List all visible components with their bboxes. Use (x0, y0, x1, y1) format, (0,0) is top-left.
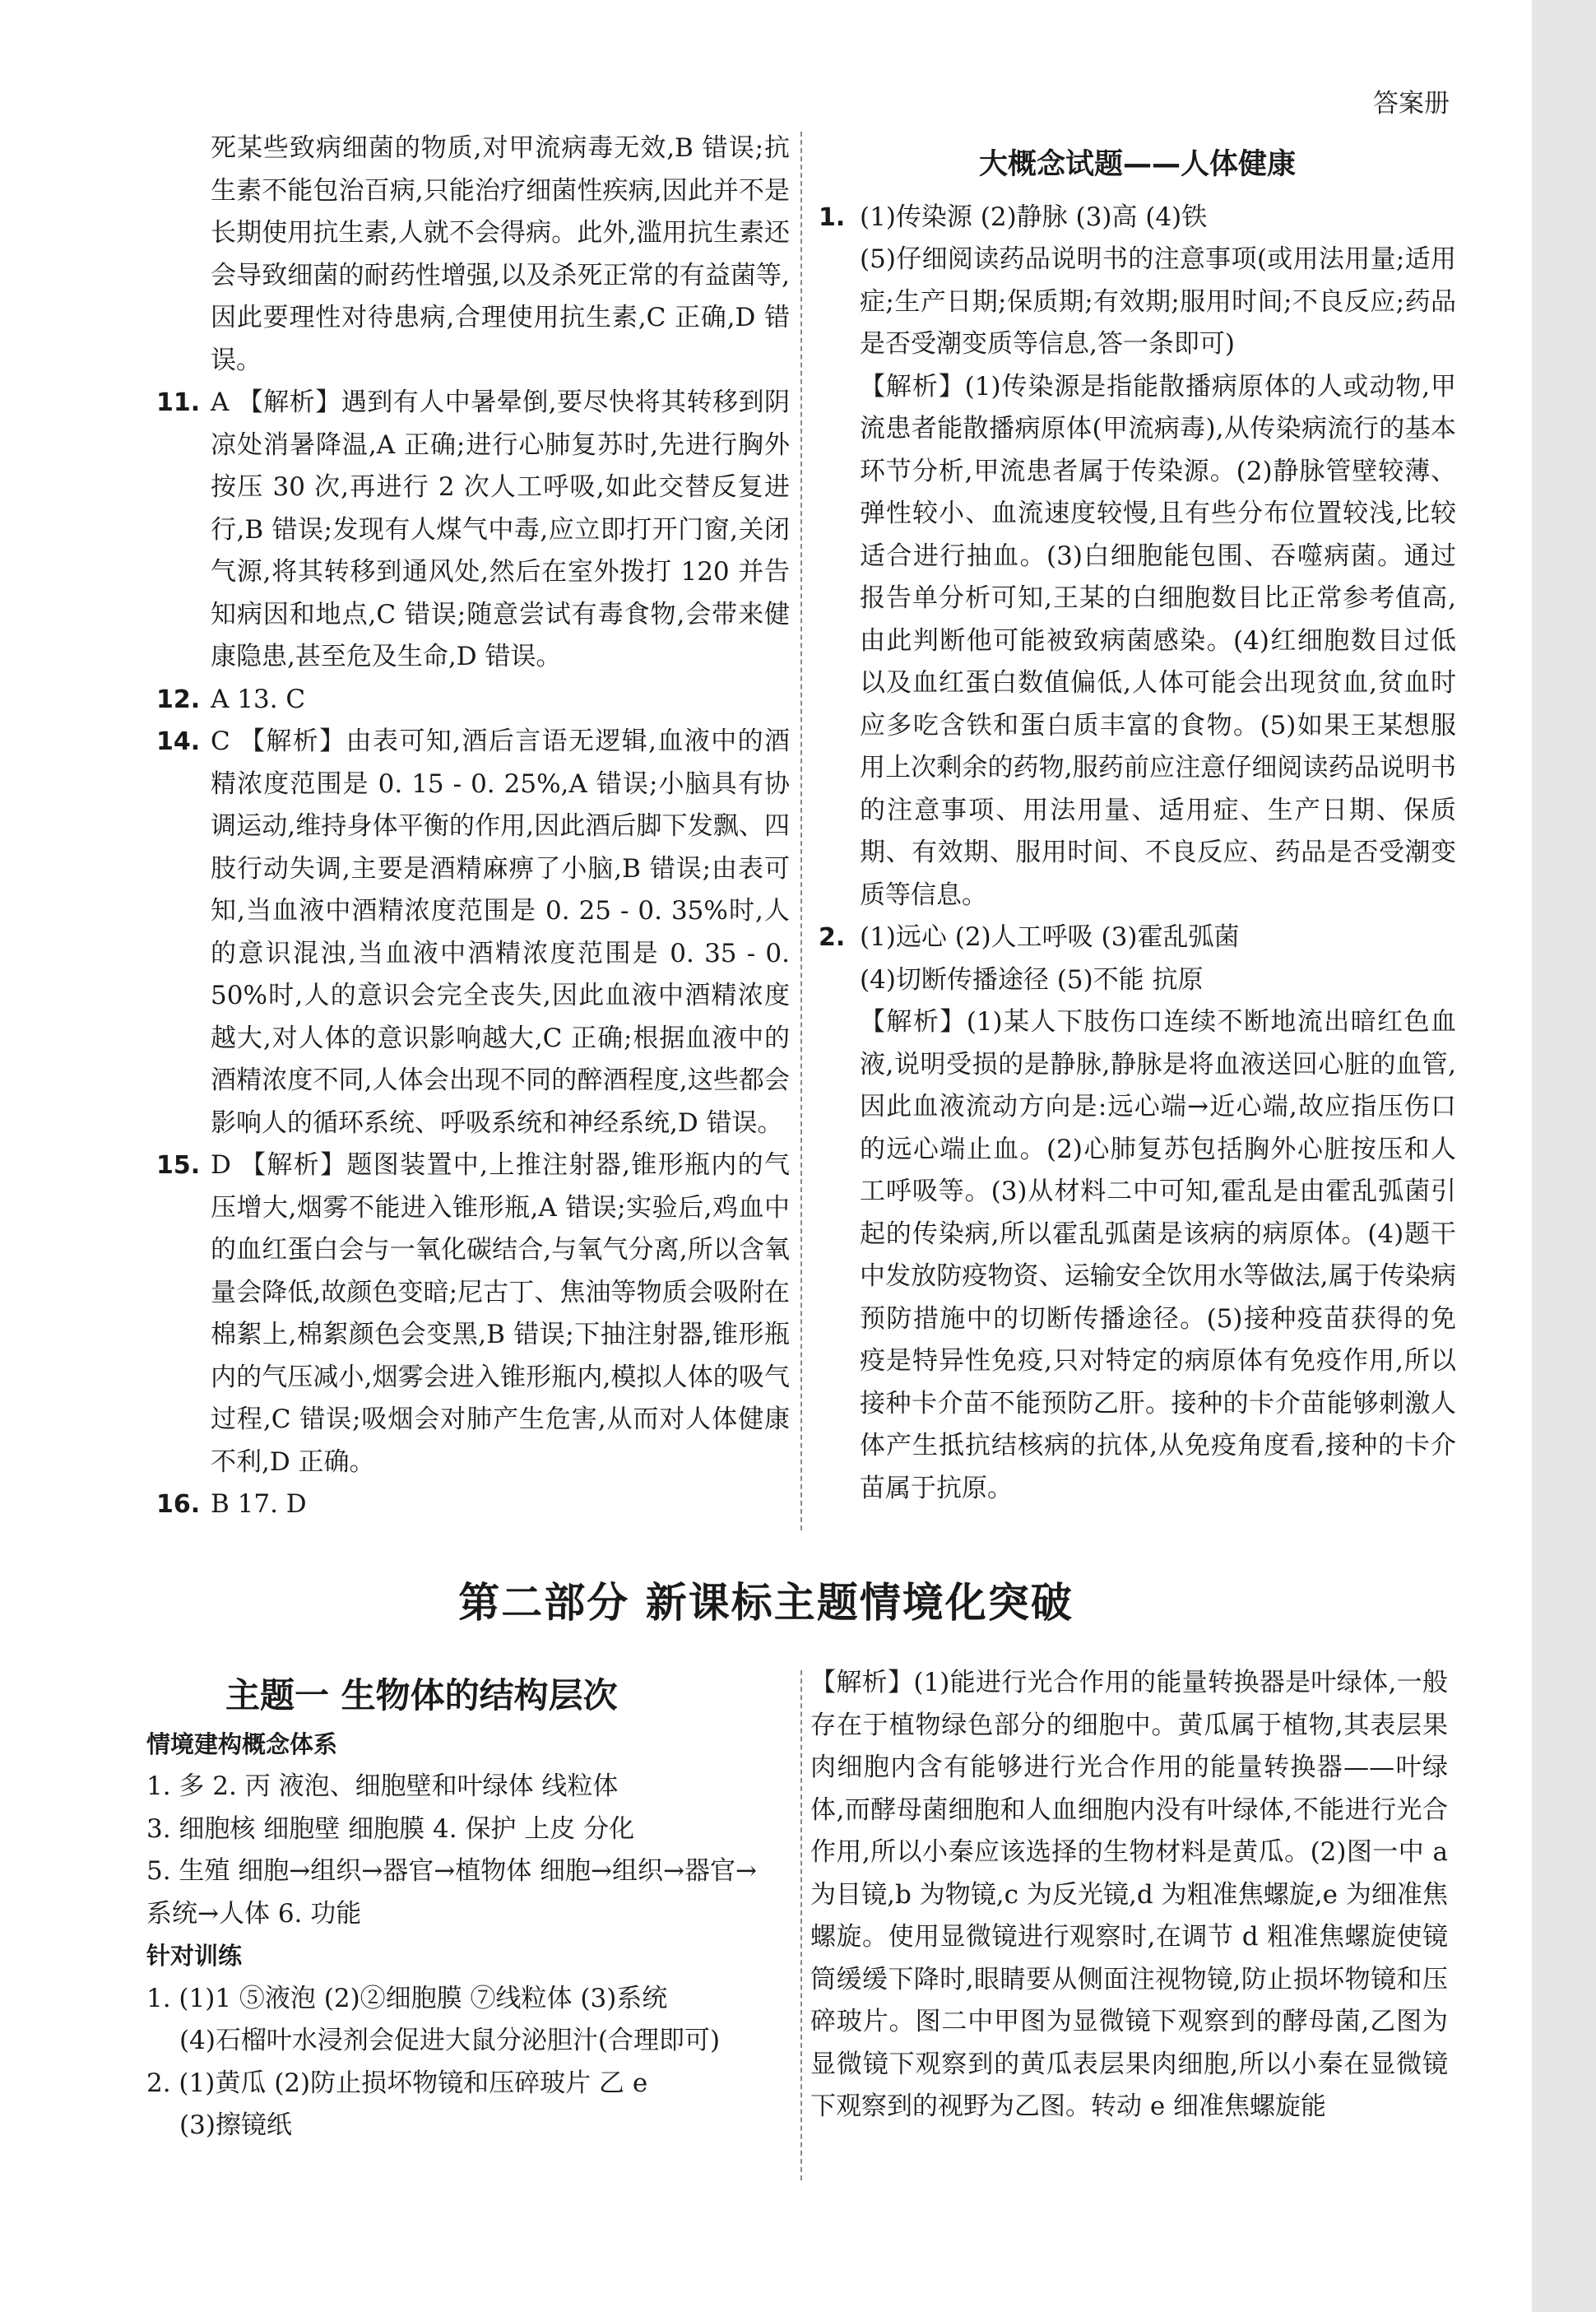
answer-item: 14. C 【解析】由表可知,酒后言语无逻辑,血液中的酒精浓度范围是 0. 15 - 0. 25%,A 错误;小脑具有协调运动,维持身体平衡的作用,因此酒后脚下发飘、四肢行动失调,主要是酒精麻痹了小脑,B 错误;由表可知,当血液中酒精浓度范围是 0. 25 - 0. 35%时,人的意识混浊,当血液中酒精浓度范围是 0. 35 - 0. 50%时,人的意识会完全丧失,因此血液中酒精浓度越大,对人体的意识影响越大,C 正确;根据血液中的酒精浓度不同,人体会出现不同的醉酒程度,这些都会影响人的循环系统、呼吸系统和神经系统,D 错误。 (156, 727, 790, 1138)
header-label: 答案册 (1373, 89, 1450, 118)
subheading: 针对训练 (146, 1942, 243, 1970)
answer-item: 16. B 17. D (156, 1489, 307, 1519)
answer-item: 15. D 【解析】题图装置中,上推注射器,锥形瓶内的气压增大,烟雾不能进入锥形瓶,A 错误;实验后,鸡血中的血红蛋白会与一氧化碳结合,与氧气分离,所以含氧量会降低,故颜色变暗;尼古丁、焦油等物质会吸附在棉絮上,棉絮颜色会变黑,B 错误;下抽注射器,锥形瓶内的气压减小,烟雾会进入锥形瓶内,模拟人体的吸气过程,C 错误;吸烟会对肺产生危害,从而对人体健康不利,D 正确。 (156, 1150, 790, 1477)
analysis-text: 【解析】(1)能进行光合作用的能量转换器是叶绿体,一般存在于植物绿色部分的细胞中。黄瓜属于植物,其表层果肉细胞内含有能够进行光合作用的能量转换器——叶绿体,而酵母菌细胞和人血细胞内没有叶绿体,不能进行光合作用,所以小秦应该选择的生物材料是黄瓜。(2)图一中 a 为目镜,b 为物镜,c 为反光镜,d 为粗准焦螺旋,e 为细准焦螺旋。使用显微镜进行观察时,在调节 d 粗准焦螺旋使镜筒缓缓下降时,眼睛要从侧面注视物镜,防止损坏物镜和压碎玻片。图二中甲图为显微镜下观察到的酵母菌,乙图为显微镜下观察到的黄瓜表层果肉细胞,所以小秦在显微镜下观察到的视野为乙图。转动 e 细准焦螺旋能 (810, 1668, 1448, 2121)
answer-item: 11. A 【解析】遇到有人中暑晕倒,要尽快将其转移到阴凉处消暑降温,A 正确;进行心肺复苏时,先进行胸外按压 30 次,再进行 2 次人工呼吸,如此交替反复进行,B 错误;发现有人煤气中毒,应立即打开门窗,关闭气源,将其转移到通风处,然后在室外拨打 120 并告知病因和地点,C 错误;随意尝试有毒食物,会带来健康隐患,甚至危及生命,D 错误。 (156, 388, 790, 671)
answer-item: 12. A 13. C (156, 684, 306, 714)
column-divider (800, 132, 802, 1530)
answer-line: 5. 生殖 细胞→组织→器官→植物体 细胞→组织→器官→系统→人体 6. 功能 (146, 1856, 757, 1929)
right-top-column (819, 144, 1456, 1510)
answer-item: 1. (1)传染源 (2)静脉 (3)高 (4)铁 (5)仔细阅读药品说明书的注意事项(或用法用量;适用症;生产日期;保质期;有效期;服用时间;不良反应;药品是否受潮变质等信息,答一条即可) 【解析】(1)传染源是指能散播病原体的人或动物,甲流患者能散播病原体(甲流病毒),从传染病流行的基本环节分析,甲流患者属于传染源。(2)静脉管壁较薄、弹性较小、血流速度较慢,且有些分布位置较浅,比较适合进行抽血。(3)白细胞能包围、吞噬病菌。通过报告单分析可知,王某的白细胞数目比正常参考值高,由此判断他可能被致病菌感染。(4)红细胞数目过低以及血红蛋白数值偏低,人体可能会出现贫血,贫血时应多吃含铁和蛋白质丰富的食物。(5)如果王某想服用上次剩余的药物,服药前应注意仔细阅读药品说明书的注意事项、用法用量、适用症、生产日期、保质期、有效期、服用时间、不良反应、药品是否受潮变质等信息。 (819, 202, 1456, 910)
answer-item: 2. (1)远心 (2)人工呼吸 (3)霍乱弧菌 (4)切断传播途径 (5)不能 抗原 【解析】(1)某人下肢伤口连续不断地流出暗红色血液,说明受损的是静脉,静脉是将血液送回心脏的血管,因此血液流动方向是:远心端→近心端,故应指压伤口的远心端止血。(2)心肺复苏包括胸外心脏按压和人工呼吸等。(3)从材料二中可知,霍乱是由霍乱弧菌引起的传染病,所以霍乱弧菌是该病的病原体。(4)题干中发放防疫物资、运输安全饮用水等做法,属于传染病预防措施中的切断传播途径。(5)接种疫苗获得的免疫是特异性免疫,只对特定的病原体有免疫作用,所以接种卡介苗不能预防乙肝。接种的卡介苗能够刺激人体产生抵抗结核病的抗体,从免疫角度看,接种的卡介苗属于抗原。 (819, 922, 1456, 1503)
answer-line: (4)石榴叶水浸剂会促进大鼠分泌胆汁(合理即可) (179, 2026, 721, 2055)
subheading: 情境建构概念体系 (146, 1729, 338, 1758)
answer-item: 死某些致病细菌的物质,对甲流病毒无效,B 错误;抗生素不能包治百病,只能治疗细菌性疾病,因此并不是长期使用抗生素,人就不会得病。此外,滥用抗生素还会导致细菌的耐药性增强,以及杀死正常的有益菌等,因此要理性对待患病,合理使用抗生素,C 正确,D 错误。 (211, 133, 790, 375)
section-heading: 大概念试题——人体健康 (978, 148, 1296, 181)
theme-title: 主题一 生物体的结构层次 (225, 1675, 618, 1715)
part-title: 第二部分 新课标主题情境化突破 (458, 1579, 1074, 1627)
answer-line: 1. 多 2. 丙 液泡、细胞壁和叶绿体 线粒体 (146, 1771, 619, 1801)
right-bottom-column (810, 1662, 1448, 2129)
left-bottom-column (146, 1674, 780, 2147)
column-divider (800, 1670, 802, 2180)
answer-line: 2. (1)黄瓜 (2)防止损坏物镜和压碎玻片 乙 e (146, 2068, 648, 2098)
answer-line: (3)擦镜纸 (179, 2110, 292, 2140)
answer-line: 3. 细胞核 细胞壁 细胞膜 4. 保护 上皮 分化 (146, 1813, 635, 1844)
left-top-column (156, 128, 790, 1526)
answer-line: 1. (1)1 ⑤液泡 (2)②细胞膜 ⑦线粒体 (3)系统 (146, 1983, 668, 2013)
